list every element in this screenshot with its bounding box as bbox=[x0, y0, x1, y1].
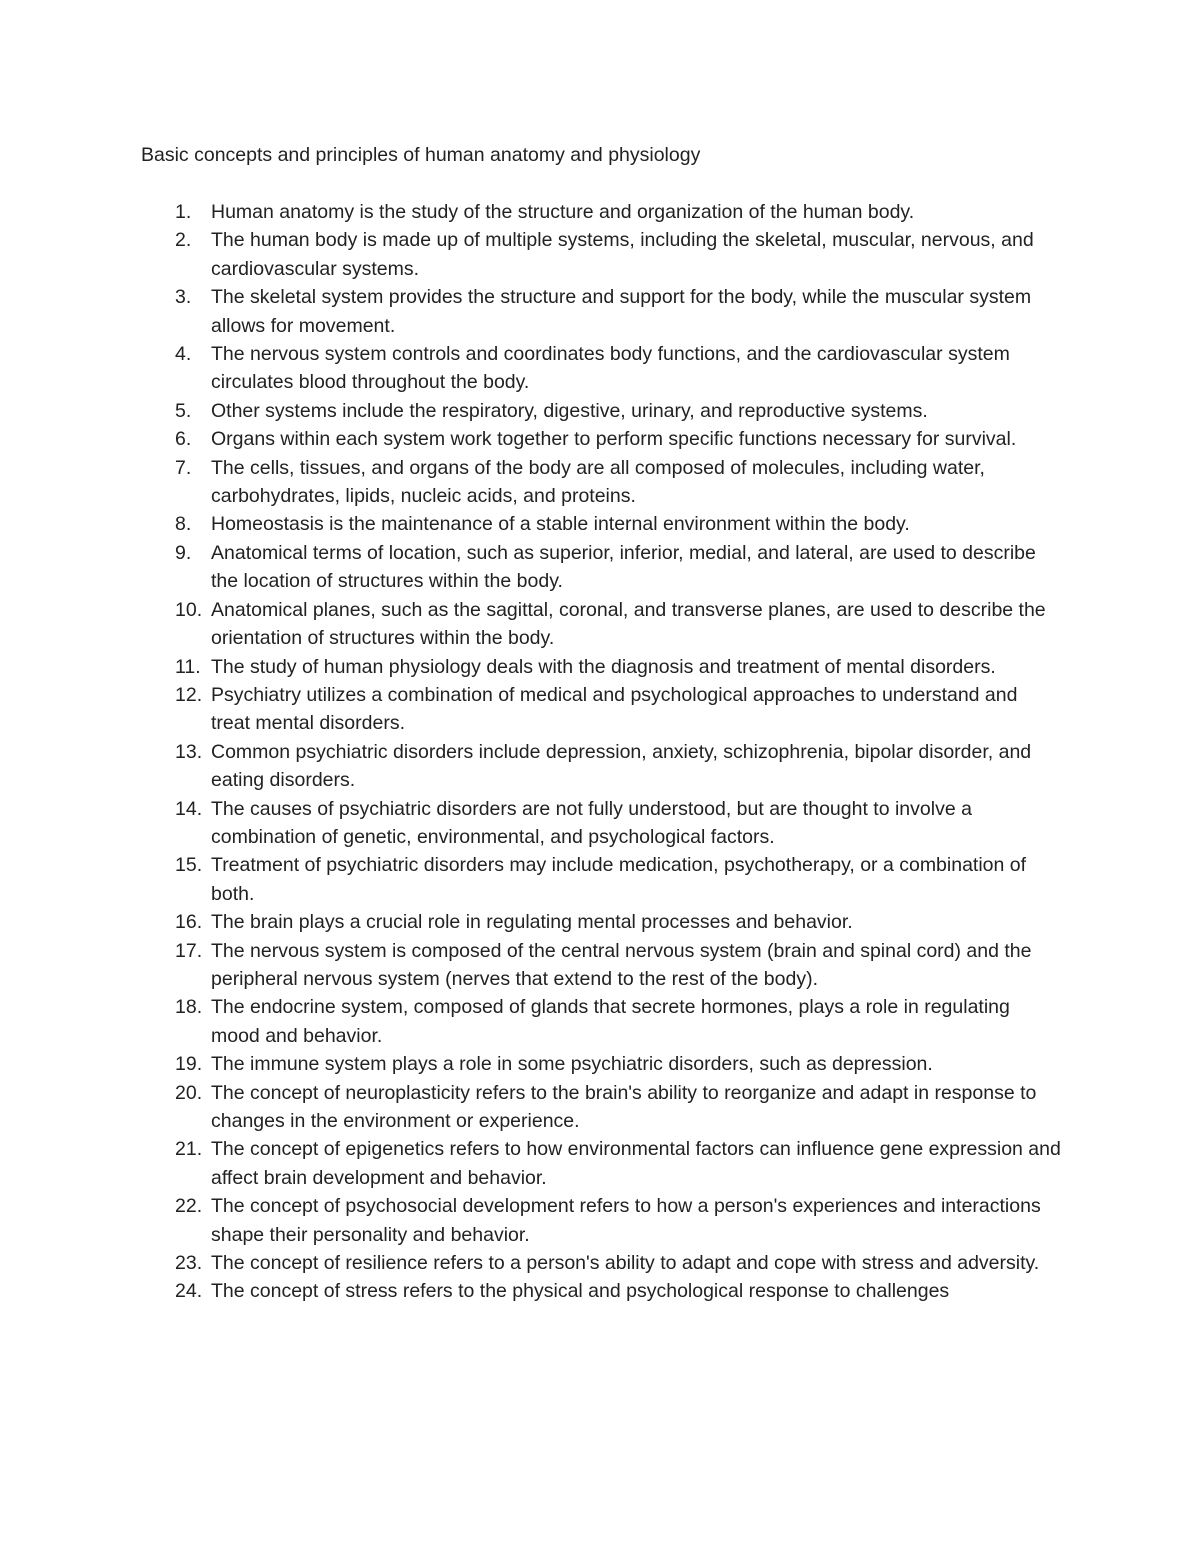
list-item bbox=[0, 908, 1061, 936]
list-item-text: The brain plays a crucial role in regulating mental processes and behavior. bbox=[211, 911, 853, 934]
list-item-number: 19. bbox=[175, 1053, 203, 1076]
list-item-number: 6. bbox=[175, 428, 192, 451]
list-item-number: 23. bbox=[175, 1252, 203, 1275]
list-item bbox=[0, 993, 1061, 1050]
numbered-list bbox=[0, 198, 1200, 1306]
list-item-number: 16. bbox=[175, 911, 203, 934]
list-item-text: Anatomical terms of location, such as superior, inferior, medial, and lateral, are used to describe the location of structures within the body. bbox=[211, 541, 1036, 593]
list-item-text: The skeletal system provides the structure and support for the body, while the muscular system allows for movement. bbox=[211, 286, 1032, 337]
list-item-text: Psychiatry utilizes a combination of medical and psychological approaches to understand and treat mental disorders. bbox=[211, 683, 1018, 735]
list-item-number: 1. bbox=[175, 201, 192, 223]
list-item-number: 18. bbox=[175, 996, 203, 1019]
list-item bbox=[0, 1192, 1061, 1249]
list-item-text: The nervous system is composed of the central nervous system (brain and spinal cord) and the peripheral nervous system (nerves that extend to the rest of the body). bbox=[211, 939, 1032, 990]
list-item bbox=[0, 510, 1061, 538]
list-item-text: The endocrine system, composed of glands that secrete hormones, plays a role in regulating mood and behavior. bbox=[211, 996, 1010, 1047]
list-item-text: Organs within each system work together to perform specific functions necessary for survival. bbox=[211, 428, 1017, 451]
list-item bbox=[0, 1135, 1061, 1192]
list-item bbox=[0, 397, 1061, 425]
list-item-text: The immune system plays a role in some psychiatric disorders, such as depression. bbox=[211, 1053, 933, 1076]
list-item-number: 3. bbox=[175, 286, 192, 309]
list-item-number: 20. bbox=[175, 1081, 203, 1104]
list-item-text: Homeostasis is the maintenance of a stable internal environment within the body. bbox=[211, 513, 910, 536]
list-item-number: 9. bbox=[175, 541, 192, 564]
list-item-text: Human anatomy is the study of the structure and organization of the human body. bbox=[211, 201, 915, 223]
list-item-number: 5. bbox=[175, 399, 192, 422]
list-item-number: 12. bbox=[175, 683, 203, 706]
list-item bbox=[0, 1277, 1061, 1305]
list-item-text: The concept of resilience refers to a person's ability to adapt and cope with stress and adversity. bbox=[211, 1252, 1040, 1275]
list-item-number: 7. bbox=[175, 456, 192, 479]
list-item bbox=[0, 937, 1061, 994]
list-item-number: 21. bbox=[175, 1138, 203, 1161]
list-item bbox=[0, 681, 1061, 738]
list-item bbox=[0, 340, 1061, 397]
list-item-number: 10. bbox=[175, 598, 203, 621]
document-title: Basic concepts and principles of human anatomy and physiology bbox=[141, 144, 701, 166]
list-item-text: The nervous system controls and coordinates body functions, and the cardiovascular system circulates blood throughout the body. bbox=[211, 343, 1010, 394]
list-item bbox=[0, 454, 1061, 511]
list-item-number: 24. bbox=[175, 1280, 203, 1303]
list-item bbox=[0, 795, 1061, 852]
list-item-number: 14. bbox=[175, 797, 203, 820]
list-item-text: The causes of psychiatric disorders are not fully understood, but are thought to involve a combination of genetic, environmental, and psychological factors. bbox=[211, 797, 972, 848]
list-item-number: 13. bbox=[175, 740, 203, 763]
list-item-text: Anatomical planes, such as the sagittal, coronal, and transverse planes, are used to describe the orientation of structures within the body. bbox=[211, 598, 1046, 650]
list-item bbox=[0, 596, 1061, 653]
list-item bbox=[0, 653, 1061, 681]
list-item-text: The cells, tissues, and organs of the body are all composed of molecules, including water, carbohydrates, lipids, nucleic acids, and proteins. bbox=[211, 456, 985, 508]
list-item-number: 8. bbox=[175, 513, 192, 536]
list-item bbox=[0, 738, 1061, 795]
list-item-text: Other systems include the respiratory, digestive, urinary, and reproductive systems. bbox=[211, 399, 928, 422]
list-item-number: 4. bbox=[175, 343, 192, 366]
list-item bbox=[0, 425, 1061, 453]
list-item-text: The concept of stress refers to the physical and psychological response to challenges bbox=[211, 1280, 950, 1303]
list-item-text: Common psychiatric disorders include depression, anxiety, schizophrenia, bipolar disorder, and eating disorders. bbox=[211, 740, 1032, 792]
list-item-number: 17. bbox=[175, 939, 203, 962]
list-item-text: The concept of epigenetics refers to how environmental factors can influence gene expression and affect brain development and behavior. bbox=[211, 1138, 1061, 1189]
list-item bbox=[0, 283, 1061, 340]
list-item-text: Treatment of psychiatric disorders may include medication, psychotherapy, or a combination of both. bbox=[211, 854, 1027, 905]
list-item bbox=[0, 1249, 1061, 1277]
list-item bbox=[0, 539, 1061, 596]
list-item-number: 2. bbox=[175, 229, 192, 252]
list-item bbox=[0, 1050, 1061, 1078]
list-item-text: The human body is made up of multiple systems, including the skeletal, muscular, nervous, and cardiovascular systems. bbox=[211, 229, 1034, 280]
list-item-text: The concept of psychosocial development refers to how a person's experiences and interactions shape their personality and behavior. bbox=[211, 1195, 1041, 1246]
list-item-text: The concept of neuroplasticity refers to the brain's ability to reorganize and adapt in response to changes in the environment or experience. bbox=[211, 1081, 1037, 1132]
list-item bbox=[0, 226, 1061, 283]
list-item-number: 15. bbox=[175, 854, 203, 877]
list-item-number: 11. bbox=[175, 655, 201, 678]
list-item bbox=[0, 851, 1061, 908]
list-item bbox=[0, 198, 1061, 226]
list-item-number: 22. bbox=[175, 1195, 203, 1218]
list-item bbox=[0, 1079, 1061, 1136]
list-item-text: The study of human physiology deals with the diagnosis and treatment of mental disorders. bbox=[211, 655, 996, 678]
